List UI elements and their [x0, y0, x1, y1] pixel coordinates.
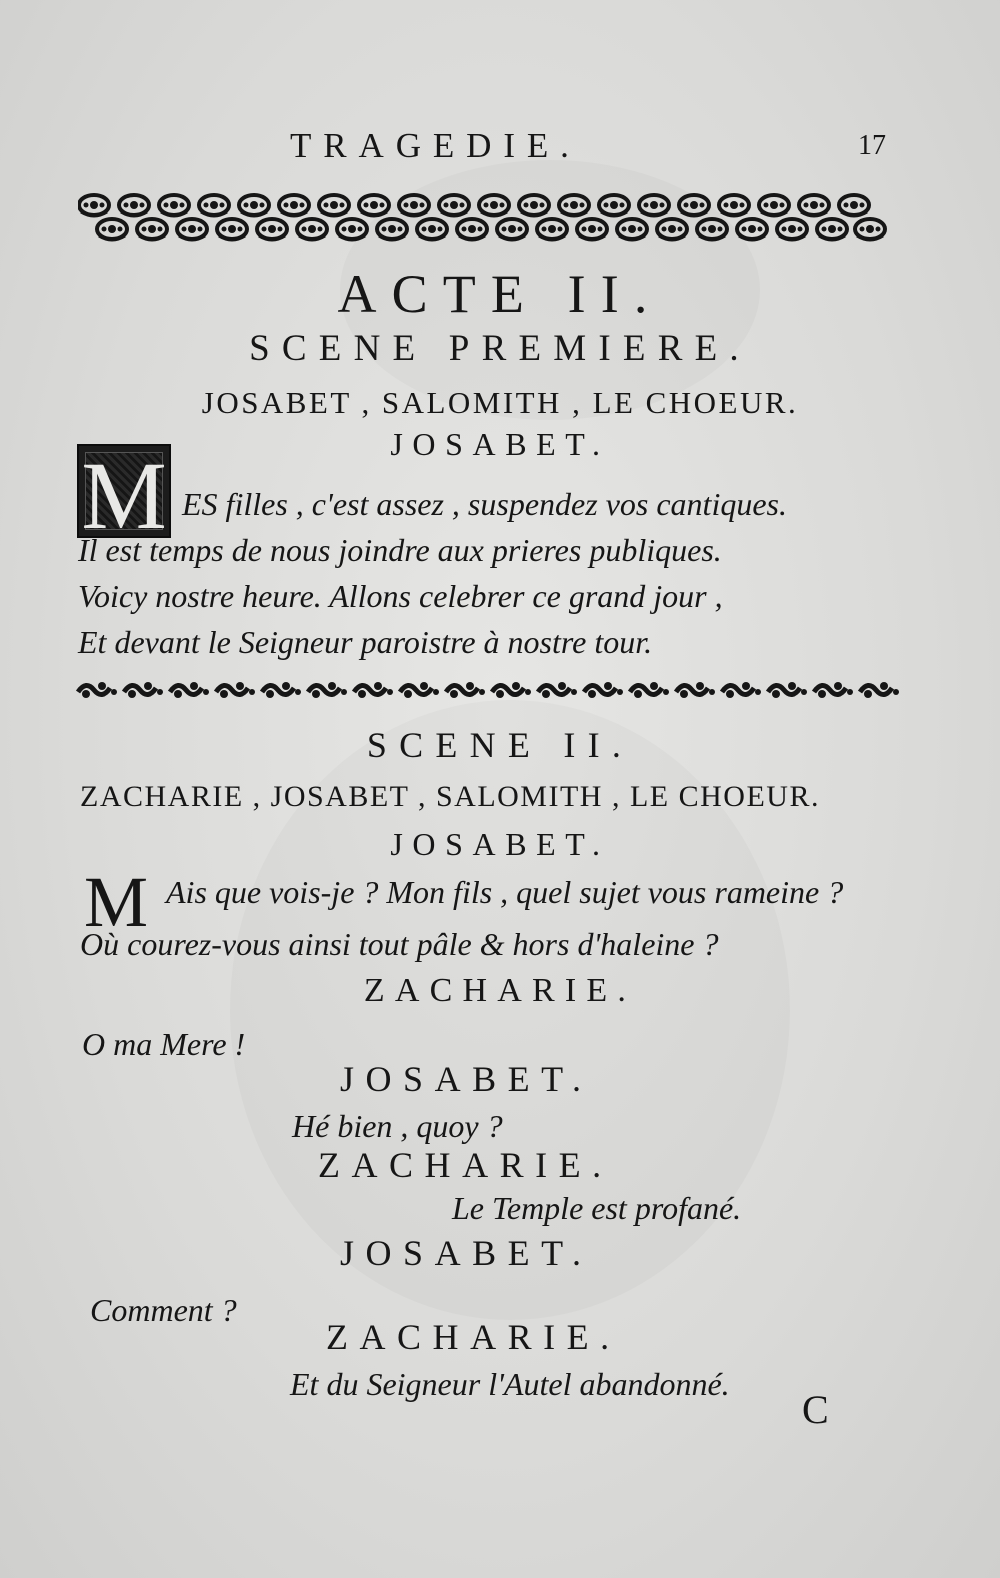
decorated-initial — [77, 442, 171, 549]
initial-letter: M — [84, 862, 149, 942]
verse-line: Comment ? — [90, 1292, 237, 1328]
speaker-name: ZACHARIE. — [363, 972, 637, 1009]
verse-line: Ais que vois-je ? Mon fils , quel sujet vous rameine ? — [166, 874, 844, 910]
decorated-initial-letter: M — [81, 442, 167, 549]
speaker-name: JOSABET. — [340, 1233, 593, 1273]
speaker-name: JOSABET. — [390, 826, 610, 862]
signature-mark: C — [802, 1387, 829, 1432]
verse-line: Voicy nostre heure. Allons celebrer ce grand jour , — [78, 578, 723, 614]
ornament-band-top — [78, 190, 890, 244]
scene-heading: SCENE II. — [366, 725, 634, 765]
verse-line: Il est temps de nous joindre aux prieres publiques. — [78, 532, 722, 568]
speaker-name: ZACHARIE. — [326, 1317, 621, 1357]
verse-line: O ma Mere ! — [82, 1026, 246, 1062]
speaker-name: JOSABET. — [390, 426, 610, 462]
verse-line: Et du Seigneur l'Autel abandonné. — [290, 1366, 730, 1402]
act-heading: ACTE II. — [337, 264, 663, 324]
scene-heading: SCENE PREMIERE. — [249, 328, 751, 369]
speaker-name: JOSABET. — [340, 1059, 593, 1099]
verse-line: Où courez-vous ainsi tout pâle & hors d'haleine ? — [80, 926, 719, 962]
scene-cast: JOSABET , SALOMITH , LE CHOEUR. — [201, 385, 799, 420]
speaker-name: ZACHARIE. — [318, 1145, 613, 1185]
verse-line: Et devant le Seigneur paroistre à nostre tour. — [78, 624, 653, 660]
page-number: 17 — [858, 130, 886, 161]
verse-line: Hé bien , quoy ? — [292, 1108, 503, 1144]
verse-line: ES filles , c'est assez , suspendez vos cantiques. — [182, 486, 787, 522]
verse-line: Le Temple est profané. — [452, 1190, 742, 1226]
scene-cast: ZACHARIE , JOSABET , SALOMITH , LE CHOEUR. — [80, 780, 820, 813]
running-title: TRAGEDIE. — [290, 126, 581, 165]
ornament-band-middle — [76, 674, 904, 704]
